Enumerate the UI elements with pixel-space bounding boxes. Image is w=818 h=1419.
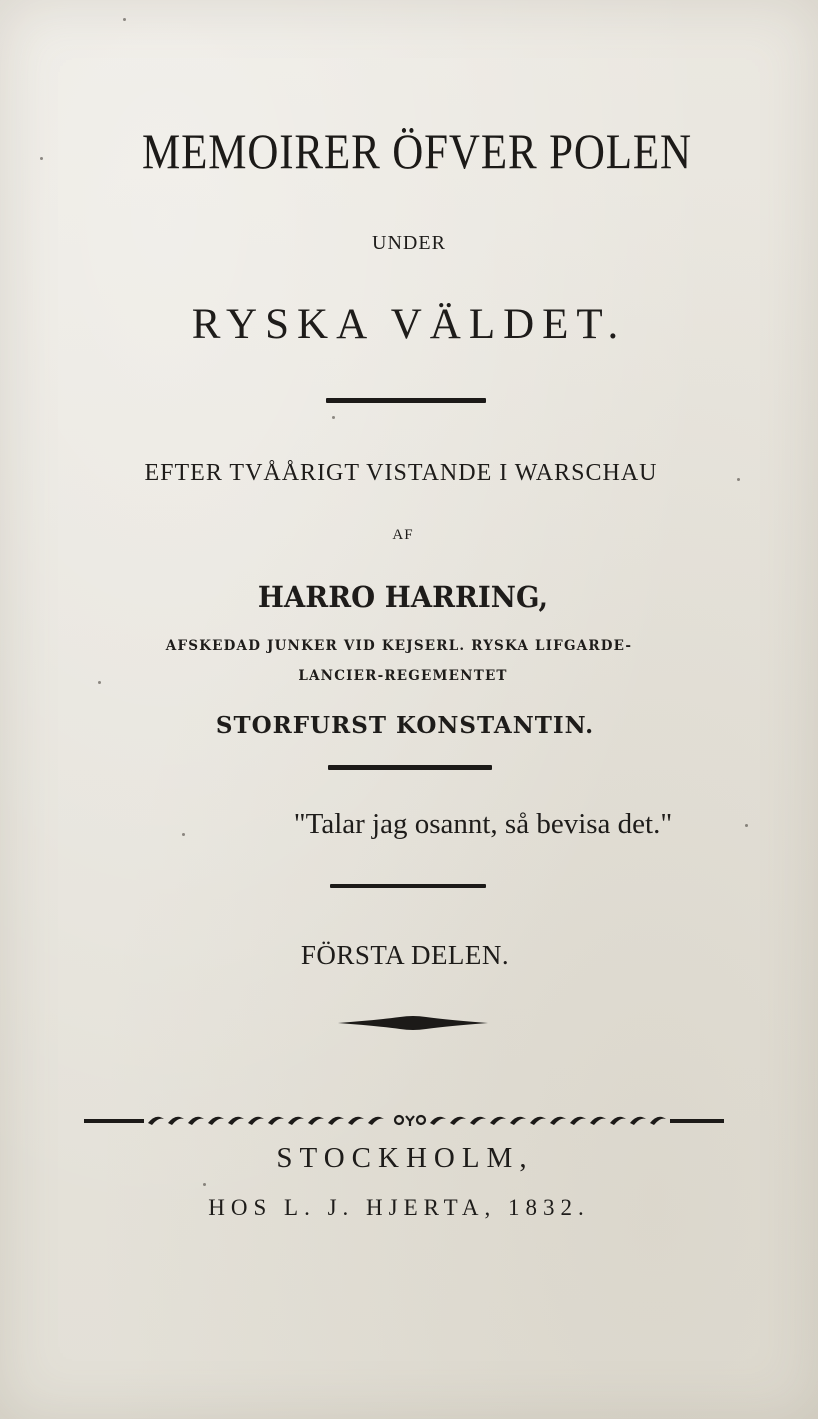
author-regiment: STORFURST KONSTANTIN. — [215, 712, 595, 739]
subtitle-under: UNDER — [372, 232, 446, 254]
imprint-publisher: HOS L. J. HJERTA, 1832. — [208, 1195, 590, 1220]
subtitle-efter: EFTER TVÅÅRIGT VISTANDE I WARSCHAU — [144, 460, 658, 486]
subtitle-ryska-valdet: RYSKA VÄLDET. — [191, 301, 627, 348]
author-name: HARRO HARRING, — [257, 580, 549, 614]
paper-speck — [203, 1183, 206, 1186]
volume-part: FÖRSTA DELEN. — [300, 940, 510, 970]
motto-quote: "Talar jag osannt, så bevisa det." — [293, 808, 673, 840]
author-rank-line1: AFSKEDAD JUNKER VID KEJSERL. RYSKA LIFGARDE- — [165, 638, 633, 654]
book-title: MEMOIRER ÖFVER POLEN — [142, 123, 692, 179]
divider-rule — [326, 398, 486, 403]
paper-speck — [123, 18, 126, 21]
imprint-city: STOCKHOLM, — [276, 1142, 534, 1174]
paper-speck — [40, 157, 43, 160]
wave-border-ornament-icon — [84, 1110, 724, 1132]
author-rank-line2: LANCIER-REGEMENTET — [298, 668, 508, 684]
paper-speck — [332, 416, 335, 419]
byline-af: AF — [392, 527, 414, 543]
divider-rule — [330, 884, 486, 888]
tapered-ornament-icon — [338, 1014, 488, 1032]
divider-rule — [328, 765, 492, 770]
